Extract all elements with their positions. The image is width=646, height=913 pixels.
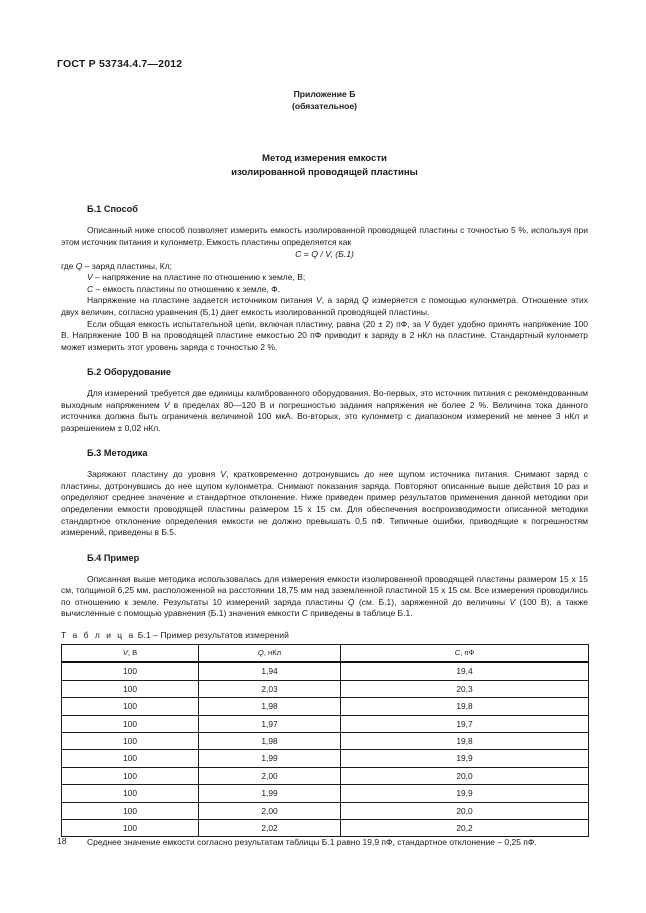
- section-b1-paragraph-2: Напряжение на пластине задается источником питания V, а заряд Q измеряется с помощью кулонметра. Отношение этих двух величин, согласно уравнения (Б.1) дает емкость изолированной проводящей пластины.: [61, 295, 588, 317]
- column-header-capacitance: C, пФ: [341, 644, 589, 662]
- formula-definition-v: V – напряжение на пластине по отношению к земле, В;: [87, 272, 306, 283]
- cell-capacitance: 20,2: [341, 820, 589, 837]
- page-title-line-1: Метод измерения емкости: [262, 153, 387, 165]
- results-table-head: [62, 644, 589, 662]
- cell-capacitance: 19,8: [341, 732, 589, 749]
- section-b4-paragraph-1: Описанная выше методика использовалась для измерения емкости изолированной проводящей пластины размером 15 х 15 см, толщиной 6,25 мм, расположенной на расстоянии 18,75 мм над заземленной пластиной 15 х 15 см. Все измерения проводились по отношению к земле. Результаты 10 измерений заряда пластины Q (см. Б.1), заряженной до величины V (100 В), а также вычисленные с помощью уравнения (Б.1) значения емкости C приведены в таблице Б.1.: [61, 573, 588, 619]
- page-content: [61, 88, 588, 849]
- cell-voltage: 100: [62, 662, 199, 680]
- cell-charge: 1,94: [199, 662, 341, 680]
- table-row: [62, 698, 589, 715]
- cell-capacitance: 20,3: [341, 680, 589, 697]
- table-row: [62, 715, 589, 732]
- table-row: [62, 802, 589, 819]
- cell-voltage: 100: [62, 750, 199, 767]
- formula-where-intro: где Q – заряд пластины, Кл;: [61, 260, 173, 271]
- section-heading-b2: Б.2 Оборудование: [87, 367, 172, 378]
- table-row: [62, 785, 589, 802]
- cell-capacitance: 19,9: [341, 785, 589, 802]
- table-row: [62, 820, 589, 837]
- cell-charge: 1,98: [199, 732, 341, 749]
- cell-voltage: 100: [62, 732, 199, 749]
- cell-charge: 2,02: [199, 820, 341, 837]
- table-caption: [61, 629, 588, 641]
- cell-voltage: 100: [62, 802, 199, 819]
- cell-capacitance: 19,9: [341, 750, 589, 767]
- table-header-row: [62, 644, 589, 662]
- cell-charge: 2,00: [199, 802, 341, 819]
- standard-number-header: ГОСТ Р 53734.4.7—2012: [57, 58, 183, 70]
- table-caption-number: Б.1: [137, 629, 151, 640]
- cell-voltage: 100: [62, 680, 199, 697]
- annex-obligation: (обязательное): [291, 101, 358, 112]
- cell-charge: 2,03: [199, 680, 341, 697]
- cell-voltage: 100: [62, 767, 199, 784]
- cell-voltage: 100: [62, 698, 199, 715]
- formula-b1: C = Q / V, (Б.1): [295, 249, 354, 260]
- section-b2-paragraph-1: Для измерений требуется две единицы калиброванного оборудования. Во-первых, это источник питания с рекомендованным выходным напряжением V в пределах 80—120 В и погрешностью задания напряжения не более 2 %. Величина тока данного источника должна быть ограничена величиной 100 мкА. Во-вторых, это кулонметр с диапазоном измерений не менее 3 нКл и разрешением ± 0,02 нКл.: [61, 388, 588, 433]
- results-table-body: [62, 662, 589, 837]
- table-row: [62, 732, 589, 749]
- annex-heading-block: [61, 88, 588, 112]
- cell-capacitance: 19,7: [341, 715, 589, 732]
- document-title-block: [61, 152, 588, 179]
- cell-charge: 2,00: [199, 767, 341, 784]
- table-row: [62, 750, 589, 767]
- formula-definition-c: C – емкость пластины по отношению к земле, Ф.: [87, 283, 280, 294]
- cell-charge: 1,97: [199, 715, 341, 732]
- cell-voltage: 100: [62, 715, 199, 732]
- summary-paragraph: Среднее значение емкости согласно результатам таблицы Б.1 равно 19,9 пФ, стандартное отклонение – 0,25 пФ.: [87, 837, 537, 848]
- section-heading-b3: Б.3 Методика: [87, 448, 148, 459]
- page-number: 18: [57, 836, 67, 846]
- cell-voltage: 100: [62, 785, 199, 802]
- cell-capacitance: 20,0: [341, 802, 589, 819]
- cell-capacitance: 19,4: [341, 662, 589, 680]
- section-b1-paragraph-1: Описанный ниже способ позволяет измерить емкость изолированной проводящей пластины с точностью 5 %, используя при этом источник питания и кулонметр. Емкость пластины определяется как: [61, 225, 588, 247]
- table-row: [62, 680, 589, 697]
- section-heading-b1: Б.1 Способ: [87, 204, 138, 215]
- cell-voltage: 100: [62, 820, 199, 837]
- column-header-voltage: V, В: [62, 644, 199, 662]
- cell-charge: 1,99: [199, 785, 341, 802]
- results-table: [61, 644, 589, 838]
- section-b3-paragraph-1: Заряжают пластину до уровня V, кратковременно дотронувшись до нее щупом источника питания. Снимают заряд с пластины, дотронувшись до нее щупом кулонметра. Снимают показания заряда. Повторяют описанные выше действия 10 раз и определяют среднее значение и стандартное отклонение. Ниже приведен пример результатов применения данной методики при определении емкости проводящей пластины размером 15 х 15 см. Для обеспечения воспроизводимости описанной методики стандартное отклонение определения емкости не должно превышать 0,5 пФ. Типичные ошибки, приводящие к погрешностям измерений, приведены в Б.5.: [61, 469, 588, 538]
- section-heading-b4: Б.4 Пример: [87, 552, 140, 563]
- annex-label: Приложение Б: [293, 89, 356, 99]
- cell-charge: 1,99: [199, 750, 341, 767]
- table-caption-text: – Пример результатов измерений: [153, 629, 289, 640]
- cell-capacitance: 19,8: [341, 698, 589, 715]
- section-b1-paragraph-3: Если общая емкость испытательной цепи, включая пластину, равна (20 ± 2) пФ, за V будет удобно принять напряжение 100 В. Напряжение 100 В на проводящей пластине емкостью 20 пФ приводит к заряду в 2 нКл на пластине. Стандартный кулонметр может измерить этот уровень заряда с точностью 2 %.: [61, 318, 588, 352]
- page-title-line-2: изолированной проводящей пластины: [231, 166, 418, 178]
- column-header-charge: Q, нКл: [199, 644, 341, 662]
- table-row: [62, 767, 589, 784]
- table-row: [62, 662, 589, 680]
- table-caption-label: Т а б л и ц а: [61, 629, 136, 640]
- cell-charge: 1,98: [199, 698, 341, 715]
- cell-capacitance: 20,0: [341, 767, 589, 784]
